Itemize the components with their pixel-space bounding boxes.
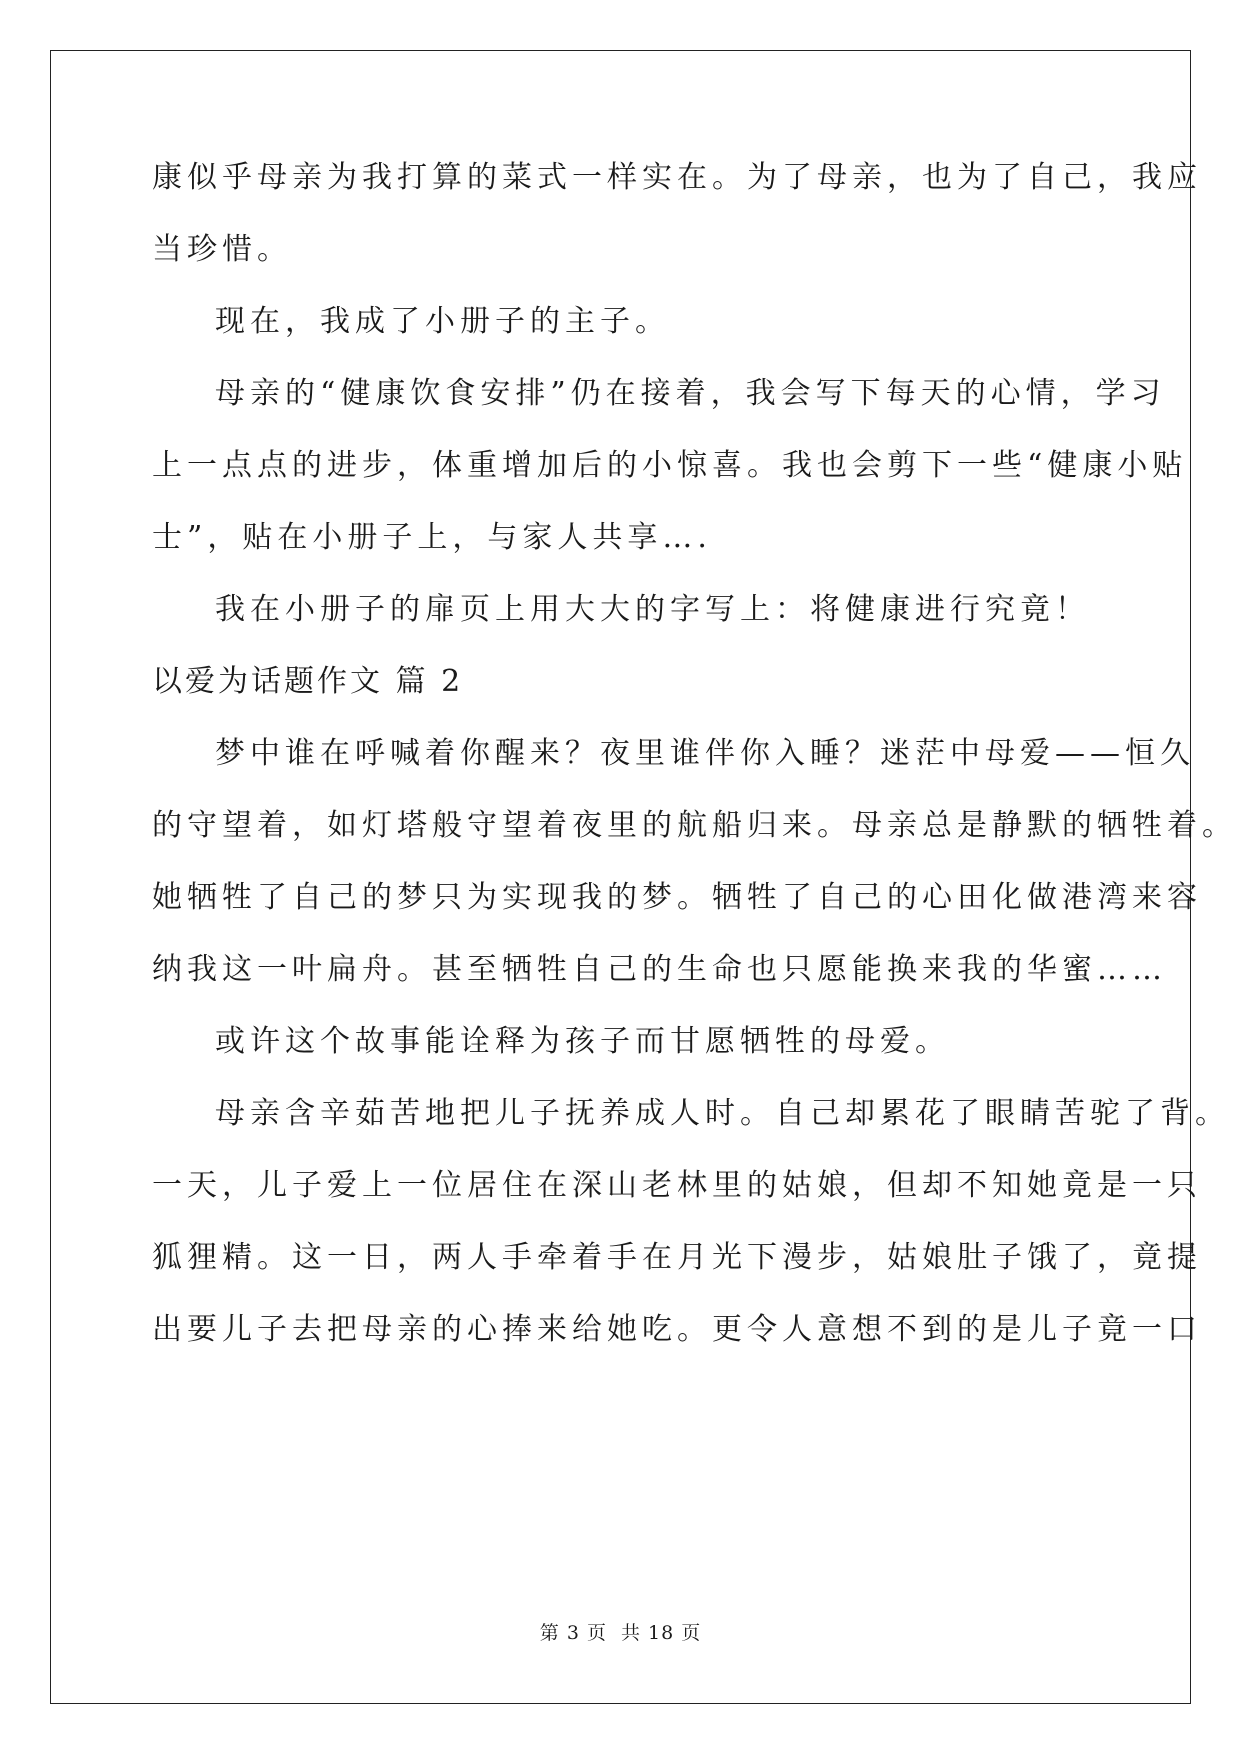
text-line: 康似乎母亲为我打算的菜式一样实在。为了母亲，也为了自己，我应 <box>152 160 1202 195</box>
text-line: 士”，贴在小册子上，与家人共享…. <box>152 520 712 555</box>
text-line: 狐狸精。这一日，两人手牵着手在月光下漫步，姑娘肚子饿了，竟提 <box>152 1240 1202 1275</box>
paragraph-line: 梦中谁在呼喊着你醒来？夜里谁伴你入睡？迷茫中母爱——恒久 <box>215 736 1195 771</box>
page-total: 共 18 页 <box>620 1622 702 1644</box>
text-line: 的守望着，如灯塔般守望着夜里的航船归来。母亲总是静默的牺牲着。 <box>152 808 1237 843</box>
paragraph-line: 母亲的“健康饮食安排”仍在接着，我会写下每天的心情，学习 <box>215 376 1166 411</box>
text-line: 上一点点的进步，体重增加后的小惊喜。我也会剪下一些“健康小贴 <box>152 448 1188 483</box>
text-line: 出要儿子去把母亲的心捧来给她吃。更令人意想不到的是儿子竟一口 <box>152 1312 1202 1347</box>
section-heading: 以爱为话题作文 篇 2 <box>152 664 464 699</box>
text-line: 一天，儿子爱上一位居住在深山老林里的姑娘，但却不知她竟是一只 <box>152 1168 1202 1203</box>
text-line: 纳我这一叶扁舟。甚至牺牲自己的生命也只愿能换来我的华蜜…… <box>152 952 1167 987</box>
text-line: 当珍惜。 <box>152 232 292 267</box>
paragraph-line: 现在，我成了小册子的主子。 <box>215 304 670 339</box>
text-line: 她牺牲了自己的梦只为实现我的梦。牺牲了自己的心田化做港湾来容 <box>152 880 1202 915</box>
page-border <box>50 50 1191 1704</box>
paragraph-line: 或许这个故事能诠释为孩子而甘愿牺牲的母爱。 <box>215 1024 950 1059</box>
paragraph-line: 我在小册子的扉页上用大大的字写上：将健康进行究竟！ <box>215 592 1090 627</box>
page-number: 第 3 页 <box>539 1622 607 1644</box>
paragraph-line: 母亲含辛茹苦地把儿子抚养成人时。自己却累花了眼睛苦驼了背。 <box>215 1096 1230 1131</box>
page-footer <box>0 1618 1241 1645</box>
